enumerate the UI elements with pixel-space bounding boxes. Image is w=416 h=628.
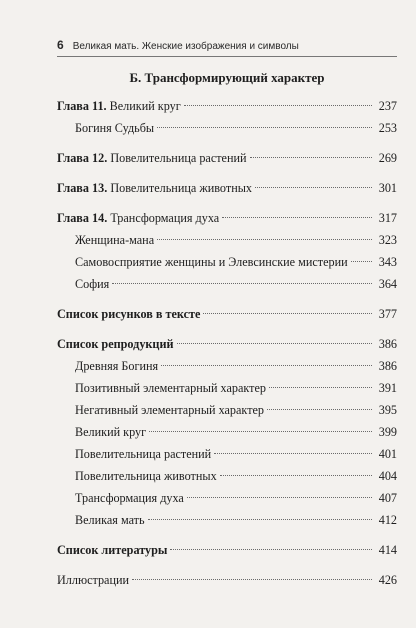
toc-entry <box>57 380 397 402</box>
toc-entry-label: Список литературы <box>57 543 168 557</box>
toc-entry-title <box>57 254 348 270</box>
toc-page-number: 323 <box>378 233 397 247</box>
toc-entry-text: Повелительница животных <box>110 181 252 195</box>
toc-entry <box>57 306 397 328</box>
toc-entry-text: Повелительница животных <box>75 469 217 483</box>
toc-entry-title <box>57 150 247 166</box>
toc-entry-title <box>57 424 146 440</box>
dot-leader <box>267 409 372 410</box>
toc-entry-label: Глава 13. <box>57 181 108 195</box>
dot-leader <box>112 283 372 284</box>
toc-entry-title <box>57 468 217 484</box>
toc-entry-label: Список репродукций <box>57 337 174 351</box>
toc-entry-title <box>57 98 181 114</box>
toc-page-number: 386 <box>378 359 397 373</box>
dot-leader <box>203 313 372 314</box>
page-number: 6 <box>57 38 64 52</box>
toc-page-number: 401 <box>378 447 397 461</box>
toc-entry <box>57 402 397 424</box>
toc-entry <box>57 232 397 254</box>
toc-entry <box>57 446 397 468</box>
toc-page-number: 412 <box>378 513 397 527</box>
toc-page-number: 364 <box>378 277 397 291</box>
running-title: Великая мать. Женские изображения и символы <box>72 41 299 52</box>
toc-entry <box>57 210 397 232</box>
dot-leader <box>214 453 372 454</box>
toc-page-number: 399 <box>378 425 397 439</box>
toc-entry-title <box>57 180 252 196</box>
dot-leader <box>132 579 372 580</box>
toc-entry-label: Глава 14. <box>57 211 108 225</box>
toc-entry-title <box>57 446 211 462</box>
toc-page-number: 269 <box>378 151 397 165</box>
toc-entry-title <box>57 358 158 374</box>
toc-entry-title <box>57 490 184 506</box>
toc-entry-text: Негативный элементарный характер <box>75 403 265 417</box>
toc-entry-title <box>57 336 174 352</box>
toc-entry <box>57 572 397 594</box>
toc-entry-label: Список рисунков в тексте <box>57 307 201 321</box>
toc-entry <box>57 120 397 142</box>
toc-page-number: 377 <box>378 307 397 321</box>
toc-entry <box>57 468 397 490</box>
toc-entry-text: Великий круг <box>75 425 147 439</box>
toc-entry <box>57 512 397 534</box>
toc-page-number: 386 <box>378 337 397 351</box>
toc-entry <box>57 276 397 298</box>
toc-entry-text: Трансформация духа <box>110 211 220 225</box>
toc-entry <box>57 424 397 446</box>
toc-entry-text: Повелительница растений <box>110 151 247 165</box>
dot-leader <box>351 261 372 262</box>
toc-page-number: 317 <box>378 211 397 225</box>
dot-leader <box>255 187 372 188</box>
header-rule <box>57 56 397 57</box>
toc-entry-title <box>57 572 129 588</box>
dot-leader <box>250 157 372 158</box>
toc-entry <box>57 490 397 512</box>
dot-leader <box>184 105 372 106</box>
toc-entry-text: Позитивный элементарный характер <box>75 381 266 395</box>
dot-leader <box>149 431 372 432</box>
dot-leader <box>157 239 372 240</box>
toc-entry-text: Самовосприятие женщины и Элевсинские мистерии <box>75 255 348 269</box>
toc-page-number: 301 <box>378 181 397 195</box>
dot-leader <box>157 127 372 128</box>
toc-page-number: 391 <box>378 381 397 395</box>
dot-leader <box>177 343 373 344</box>
toc-entry <box>57 150 397 172</box>
toc-entry-text: Великая мать <box>75 513 145 527</box>
dot-leader <box>148 519 372 520</box>
toc-page-number: 237 <box>378 99 397 113</box>
toc-entry-title <box>57 542 167 558</box>
toc-entry-title <box>57 512 145 528</box>
running-head <box>57 38 299 52</box>
toc-entry-text: Повелительница растений <box>75 447 212 461</box>
toc-page-number: 426 <box>378 573 397 587</box>
toc-entry <box>57 358 397 380</box>
toc-page-number: 395 <box>378 403 397 417</box>
toc-entry-title <box>57 306 200 322</box>
toc-page-number: 253 <box>378 121 397 135</box>
toc-entry-label: Глава 12. <box>57 151 108 165</box>
toc-entry-title <box>57 120 154 136</box>
toc-entry-title <box>57 380 266 396</box>
toc-entry-text: София <box>75 277 110 291</box>
toc-entry <box>57 98 397 120</box>
toc-page-number: 343 <box>378 255 397 269</box>
section-title: Б. Трансформирующий характер <box>129 70 325 85</box>
dot-leader <box>220 475 372 476</box>
toc-entry-title <box>57 402 264 418</box>
dot-leader <box>269 387 372 388</box>
toc-page-number: 407 <box>378 491 397 505</box>
toc-entry-title <box>57 210 219 226</box>
dot-leader <box>161 365 372 366</box>
table-of-contents <box>57 98 397 594</box>
dot-leader <box>170 549 372 550</box>
toc-entry-title <box>57 232 154 248</box>
toc-entry-text: Великий круг <box>109 99 181 113</box>
toc-entry <box>57 542 397 564</box>
toc-page-number: 404 <box>378 469 397 483</box>
toc-entry-text: Иллюстрации <box>57 573 130 587</box>
toc-entry-title <box>57 276 109 292</box>
toc-entry-text: Женщина-мана <box>75 233 155 247</box>
toc-entry-text: Трансформация духа <box>75 491 184 505</box>
toc-entry <box>57 180 397 202</box>
dot-leader <box>222 217 372 218</box>
toc-entry-text: Древняя Богиня <box>75 359 159 373</box>
dot-leader <box>187 497 372 498</box>
toc-entry <box>57 336 397 358</box>
toc-page-number: 414 <box>378 543 397 557</box>
toc-entry-label: Глава 11. <box>57 99 107 113</box>
toc-entry-text: Богиня Судьбы <box>75 121 155 135</box>
toc-entry <box>57 254 397 276</box>
